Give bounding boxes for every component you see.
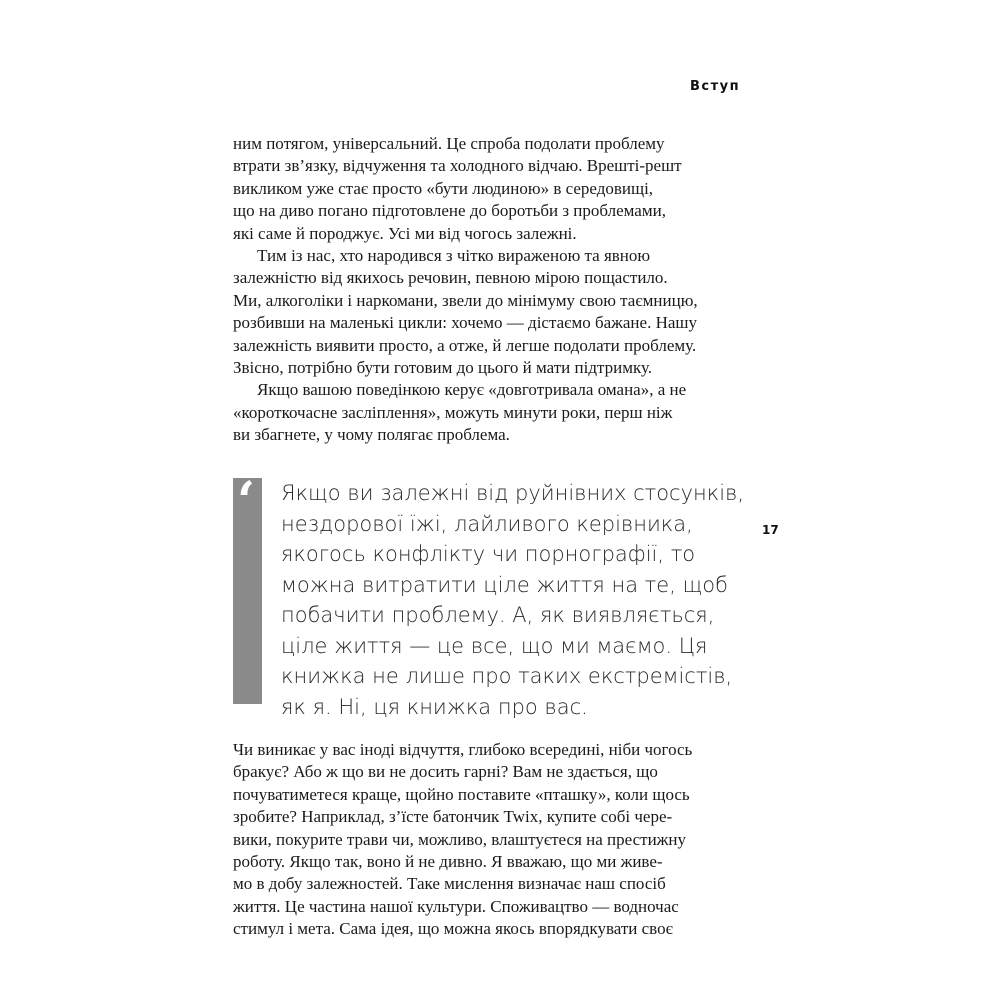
paragraph <box>233 245 733 379</box>
paragraph <box>233 739 733 941</box>
body-text-bottom <box>233 739 733 941</box>
text-line: Звісно, потрібно бути готовим до цього й мати підтримку. <box>233 358 653 378</box>
text-line: які саме й породжує. Усі ми від чогось залежні. <box>233 223 577 243</box>
text-line: Тим із нас, хто народився з чітко вираженою та явною <box>257 246 651 266</box>
text-line: життя. Це частина нашої культури. Споживацтво — водночас <box>233 896 679 916</box>
text-line: що на диво погано підготовлене до боротьби з проблемами, <box>233 201 666 221</box>
quote-line: якогось конфлікту чи порнографії, то <box>281 542 696 566</box>
text-line: бракує? Або ж що ви не досить гарні? Вам не здається, що <box>233 762 658 782</box>
text-line: викликом уже стає просто «бути людиною» в середовищі, <box>233 178 654 198</box>
quote-line: ціле життя — це все, що ми маємо. Ця <box>281 633 708 658</box>
running-head: Вступ <box>690 79 741 94</box>
text-line: ви збагнете, у чому полягає проблема. <box>233 425 510 445</box>
text-line: почуватиметеся краще, щойно поставите «пташку», коли щось <box>233 784 690 804</box>
text-line: стимул і мета. Сама ідея, що можна якось впорядкувати своє <box>233 919 673 939</box>
quote-line: побачити проблему. А, як виявляється, <box>281 603 715 627</box>
quote-text <box>281 478 745 722</box>
quote-line: книжка не лише про таких екстремістів, <box>281 664 733 688</box>
text-line: залежність виявити просто, а отже, й легше подолати проблему. <box>233 335 697 355</box>
paragraph <box>233 379 733 446</box>
text-line: роботу. Якщо так, воно й не дивно. Я вважаю, що ми живе- <box>233 852 663 872</box>
text-line: втрати зв’язку, відчуження та холодного відчаю. Врешті-решт <box>233 156 682 176</box>
quote-line: можна витратити ціле життя на те, щоб <box>281 572 728 597</box>
quote-line: як я. Ні, ця книжка про вас. <box>281 694 588 719</box>
text-line: розбивши на маленькі цикли: хочемо — дістаємо бажане. Нашу <box>233 313 697 333</box>
text-line: залежністю від якихось речовин, певною мірою пощастило. <box>233 268 668 288</box>
text-line: вики, покурите трави чи, можливо, влаштуєтеся на престижну <box>233 829 687 849</box>
page-number: 17 <box>762 523 779 537</box>
text-line: «короткочасне засліплення», можуть минути роки, перш ніж <box>233 402 673 422</box>
quote-mark-icon: ‘ <box>237 471 256 532</box>
paragraph <box>233 133 733 245</box>
text-line: Чи виникає у вас іноді відчуття, глибоко всередині, ніби чогось <box>233 740 693 759</box>
quote-bar <box>233 471 262 704</box>
text-line: мо в добу залежностей. Таке мислення визначає наш спосіб <box>233 874 666 894</box>
text-line: зробите? Наприклад, з’їсте батончик Twix, купите собі чере- <box>233 807 673 827</box>
text-line: Якщо вашою поведінкою керує «довготривала омана», а не <box>257 380 687 400</box>
text-line: ним потягом, універсальний. Це спроба подолати проблему <box>233 134 665 153</box>
quote-line: нездорової їжі, лайливого керівника, <box>281 511 693 536</box>
quote-line: Якщо ви залежні від руйнівних стосунків, <box>281 481 745 505</box>
pull-quote <box>233 471 745 719</box>
body-text-top <box>233 133 733 447</box>
text-line: Ми, алкоголіки і наркомани, звели до мінімуму свою таємницю, <box>233 290 698 310</box>
